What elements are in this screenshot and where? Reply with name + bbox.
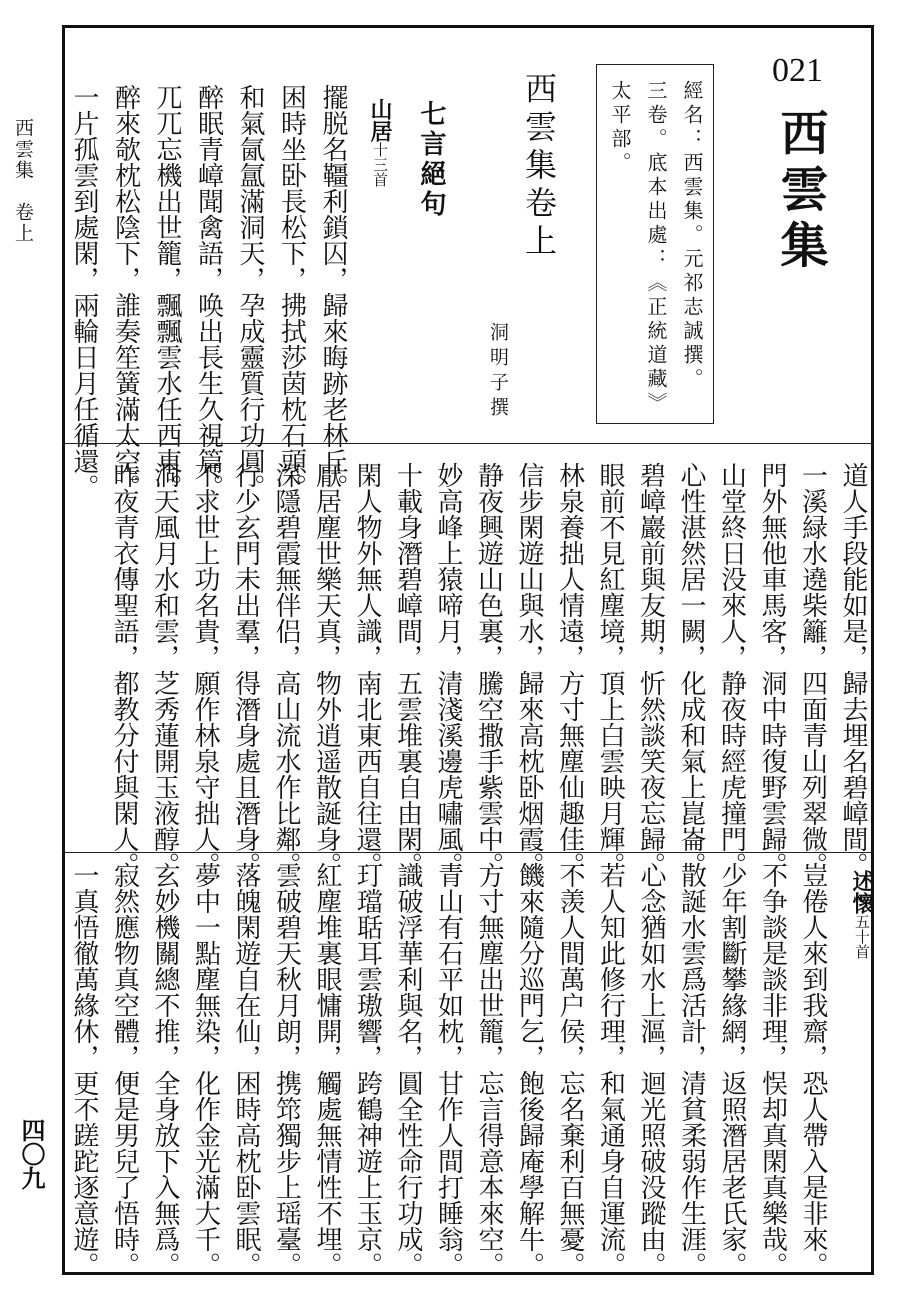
page-frame	[62, 25, 874, 1275]
poem-line: 行少玄門未出羣，得潛身處且潛身。	[230, 462, 261, 878]
poem-line: 一片孤雲到處閑，兩輪日月任循還。	[69, 84, 99, 500]
band-divider-top	[62, 443, 874, 444]
poem-line: 心性湛然居一闕，化成和氣上崑崙。	[676, 462, 706, 878]
info-line-1: 經名：西雲集。元祁志誠撰。	[680, 80, 704, 392]
poem-line: 眼前不見紅塵境，頂上白雲映月輝。	[595, 462, 625, 878]
poem-line: 洞天風月水和雲，芝秀蓮開玉液醇。	[149, 462, 180, 878]
poem-line: 寂然應物真空體，便是男兒了悟時。	[109, 862, 140, 1278]
poem-line: 一真悟徹萬緣休，更不蹉跎逐意遊。	[69, 862, 99, 1278]
poem-line: 困時坐卧長松下，拂拭莎茵枕石頭。	[276, 84, 307, 500]
poem-line: 玎璫聒耳雲璈響，跨鶴神遊上玉京。	[352, 862, 383, 1278]
poem-line: 妙高峰上猿啼月，清淺溪邊虎嘯風。	[433, 462, 463, 878]
poem-line: 心念猶如水上漚，迴光照破没蹤由。	[636, 862, 666, 1278]
poem-line: 門外無他車馬客，洞中時復野雲歸。	[757, 462, 787, 878]
poem-line: 十載身潛碧嶂間，五雲堆裏自由閑。	[392, 462, 423, 878]
poem-group-heading	[365, 98, 396, 187]
poem-line: 夢中一點塵無染，化作金光滿大千。	[190, 862, 221, 1278]
poem-group-heading-2	[847, 870, 878, 959]
poem-line: 道人手段能如是，歸去埋名碧嶂間。	[838, 462, 868, 878]
poem-line: 少年割斷攀緣網，返照潛居老氏家。	[717, 862, 747, 1278]
poem-group-count: 十三首	[371, 142, 389, 187]
poem-group-count-2: 五十首	[853, 914, 871, 959]
poem-line: 山堂終日没來人，静夜時經虎撞門。	[716, 462, 747, 878]
poem-line: 深隱碧霞無伴侣，高山流水作比鄰。	[271, 462, 301, 878]
poem-line: 散誕水雲爲活計，清貧柔弱作生涯。	[676, 862, 707, 1278]
page-number: 四〇九	[17, 1118, 46, 1190]
poem-line: 青山有石平如枕，甘作人間打睡翁。	[433, 862, 464, 1278]
poem-line: 醉來欹枕松陰下，誰奏笙簧滿太空。	[110, 84, 141, 500]
poem-line: 玄妙機關總不推，全身放下入無爲。	[150, 862, 180, 1278]
band-divider-bottom	[62, 852, 874, 853]
info-line-2: 三卷。底本出處：《正統道藏》	[644, 80, 668, 416]
poem-line: 信步閑遊山與水，歸來高枕卧烟霞。	[514, 462, 544, 878]
poem-line: 醉眠青嶂聞禽語，唤出長生久視篇。	[193, 84, 224, 500]
poem-line: 林泉養拙人情遠，方寸無塵仙趣佳。	[554, 462, 585, 878]
poem-line: 識破浮華利與名，圓全性命行功成。	[393, 862, 423, 1278]
main-title: 西雲集	[772, 108, 828, 276]
poem-line: 方寸無塵出世籠，忘言得意本來空。	[474, 862, 504, 1278]
poem-line: 落魄閑遊自在仙，困時高枕卧雲眠。	[231, 862, 261, 1278]
poem-line: 和氣氤氲滿洞天，孕成靈質行功圓。	[235, 84, 265, 500]
poem-line: 不争談是談非理，悮却真閑真樂哉。	[757, 862, 788, 1278]
poem-line: 雲破碧天秋月朗，携筇獨步上瑶臺。	[271, 862, 302, 1278]
poem-line: 擺脱名韁利鎖囚，歸來晦跡老林丘。	[318, 84, 348, 500]
poem-line: 紅塵堆裏眼慵開，觸處無情性不埋。	[312, 862, 342, 1278]
info-line-3: 太平部。	[608, 80, 632, 176]
poem-line: 不羡人間萬户侯，忘名棄利百無憂。	[555, 862, 585, 1278]
poem-line: 一溪緑水遶柴籬，四面青山列翠微。	[797, 462, 828, 878]
poem-line: 若人知此修行理，和氣通身自運流。	[595, 862, 626, 1278]
section-title: 七言絕句	[416, 100, 446, 220]
poem-line: 兀兀忘機出世籠，飄飄雲水任西東。	[152, 84, 182, 500]
poem-line: 饑來隨分巡門乞，飽後歸庵學解牛。	[514, 862, 545, 1278]
poem-line: 閑人物外無人識，南北東西自往還。	[352, 462, 382, 878]
poem-group-title: 山居	[367, 98, 393, 142]
poem-line: 豈倦人來到我齋，恐人帶入是非來。	[798, 862, 828, 1278]
poem-line: 厭居塵世樂天真，物外逍遥散誕身。	[311, 462, 342, 878]
author-line: 洞明子撰	[487, 322, 509, 422]
catalog-number: 021	[772, 52, 823, 89]
poem-line: 碧嶂巖前與友期，忻然談笑夜忘歸。	[635, 462, 666, 878]
poem-line: 不求世上功名貴，願作林泉守拙人。	[190, 462, 220, 878]
side-header: 西雲集 卷上	[12, 118, 34, 244]
volume-title: 西雲集卷上	[520, 72, 558, 262]
poem-line: 静夜興遊山色裏，騰空撒手紫雲中。	[473, 462, 504, 878]
poem-group-title-2: 述懷	[849, 870, 875, 914]
poem-line: 昨夜青衣傳聖語，都教分付與閑人。	[109, 462, 139, 878]
